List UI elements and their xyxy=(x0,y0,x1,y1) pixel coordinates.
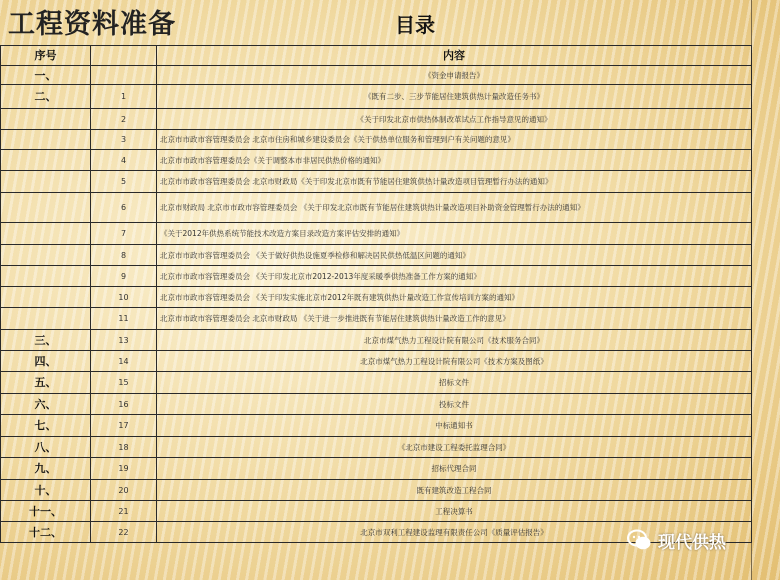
row-num: 14 xyxy=(91,351,157,372)
row-content: 《既有二步、三步节能居住建筑供热计量改造任务书》 xyxy=(157,85,752,109)
row-content: 北京市市政市容管理委员会 北京市住房和城乡建设委员会《关于供热单位服务和管理到户有关问题的意见》 xyxy=(157,130,752,150)
row-content: 北京市市政市容管理委员会 《关于印发北京市2012-2013年度采暖季供热准备工作方案的通知》 xyxy=(157,266,752,287)
table-row xyxy=(1,266,752,287)
row-content: 工程决算书 xyxy=(157,501,752,522)
row-seq: 十、 xyxy=(1,480,91,501)
row-seq: 一、 xyxy=(1,66,91,85)
row-seq xyxy=(1,150,91,171)
header-content: 内容 xyxy=(157,46,752,66)
table-row xyxy=(1,330,752,351)
row-content: 北京市市政市容管理委员会 《关于印发实施北京市2012年既有建筑供热计量改造工作宣传培训方案的通知》 xyxy=(157,287,752,308)
table-row xyxy=(1,287,752,308)
row-seq: 六、 xyxy=(1,394,91,415)
row-seq xyxy=(1,171,91,193)
row-content: 招标代理合同 xyxy=(157,458,752,480)
row-content: 中标通知书 xyxy=(157,415,752,437)
row-seq: 四、 xyxy=(1,351,91,372)
row-seq: 三、 xyxy=(1,330,91,351)
table-header-row xyxy=(1,46,752,66)
document-title: 目录 xyxy=(395,13,435,37)
row-num: 3 xyxy=(91,130,157,150)
row-content: 北京市市政市容管理委员会《关于调整本市非居民供热价格的通知》 xyxy=(157,150,752,171)
row-num: 20 xyxy=(91,480,157,501)
row-num: 4 xyxy=(91,150,157,171)
row-num: 6 xyxy=(91,193,157,223)
row-seq xyxy=(1,245,91,266)
row-num: 15 xyxy=(91,372,157,394)
wechat-watermark xyxy=(626,527,726,553)
watermark-text: 现代供热 xyxy=(658,532,726,553)
catalog-table xyxy=(0,45,752,543)
table-row xyxy=(1,501,752,522)
row-num: 11 xyxy=(91,308,157,330)
row-content: 《关于印发北京市供热体制改革试点工作指导意见的通知》 xyxy=(157,109,752,130)
row-num: 17 xyxy=(91,415,157,437)
row-seq: 十二、 xyxy=(1,522,91,543)
row-content: 《关于2012年供热系统节能技术改造方案目录改造方案评估安排的通知》 xyxy=(157,223,752,245)
table-row xyxy=(1,351,752,372)
row-content: 投标文件 xyxy=(157,394,752,415)
table-row xyxy=(1,85,752,109)
row-seq xyxy=(1,193,91,223)
table-row xyxy=(1,193,752,223)
row-content: 《北京市建设工程委托监理合同》 xyxy=(157,437,752,458)
row-num: 2 xyxy=(91,109,157,130)
table-row xyxy=(1,372,752,394)
header-seq: 序号 xyxy=(1,46,91,66)
row-num: 18 xyxy=(91,437,157,458)
row-seq xyxy=(1,308,91,330)
table-row xyxy=(1,437,752,458)
row-seq: 八、 xyxy=(1,437,91,458)
row-num: 16 xyxy=(91,394,157,415)
row-content: 北京市财政局 北京市市政市容管理委员会 《关于印发北京市既有节能居住建筑供热计量改造项目补助资金管理暂行办法的通知》 xyxy=(157,193,752,223)
row-seq: 二、 xyxy=(1,85,91,109)
row-num: 13 xyxy=(91,330,157,351)
row-content: 《资金申请报告》 xyxy=(157,66,752,85)
row-num: 9 xyxy=(91,266,157,287)
table-row xyxy=(1,130,752,150)
row-content: 北京市双利工程建设监理有限责任公司《质量评估报告》 xyxy=(157,522,752,543)
row-seq xyxy=(1,266,91,287)
row-num: 10 xyxy=(91,287,157,308)
row-num: 1 xyxy=(91,85,157,109)
table-row xyxy=(1,308,752,330)
row-content: 北京市市政市容管理委员会 北京市财政局《关于印发北京市既有节能居住建筑供热计量改造项目管理暂行办法的通知》 xyxy=(157,171,752,193)
row-num: 7 xyxy=(91,223,157,245)
table-row xyxy=(1,223,752,245)
page-brand-title: 工程资料准备 xyxy=(8,9,176,40)
row-seq xyxy=(1,223,91,245)
row-content: 北京市煤气热力工程设计院有限公司《技术服务合同》 xyxy=(157,330,752,351)
row-seq xyxy=(1,130,91,150)
row-seq xyxy=(1,287,91,308)
table-row xyxy=(1,480,752,501)
table-row xyxy=(1,109,752,130)
wechat-icon xyxy=(626,527,652,553)
table-row xyxy=(1,66,752,85)
header-num xyxy=(91,46,157,66)
row-seq xyxy=(1,109,91,130)
row-num: 22 xyxy=(91,522,157,543)
table-row xyxy=(1,245,752,266)
table-row xyxy=(1,458,752,480)
row-content: 既有建筑改造工程合同 xyxy=(157,480,752,501)
row-content: 北京市市政市容管理委员会 《关于做好供热设施夏季检修和解决居民供热低温区问题的通知》 xyxy=(157,245,752,266)
row-seq: 九、 xyxy=(1,458,91,480)
row-num: 19 xyxy=(91,458,157,480)
row-num xyxy=(91,66,157,85)
table-row xyxy=(1,171,752,193)
table-row xyxy=(1,415,752,437)
row-seq: 十一、 xyxy=(1,501,91,522)
row-content: 北京市市政市容管理委员会 北京市财政局 《关于进一步推进既有节能居住建筑供热计量改造工作的意见》 xyxy=(157,308,752,330)
table-row xyxy=(1,394,752,415)
row-content: 招标文件 xyxy=(157,372,752,394)
row-num: 21 xyxy=(91,501,157,522)
row-seq: 七、 xyxy=(1,415,91,437)
table-row xyxy=(1,150,752,171)
row-seq: 五、 xyxy=(1,372,91,394)
row-num: 8 xyxy=(91,245,157,266)
row-content: 北京市煤气热力工程设计院有限公司《技术方案及图纸》 xyxy=(157,351,752,372)
row-num: 5 xyxy=(91,171,157,193)
